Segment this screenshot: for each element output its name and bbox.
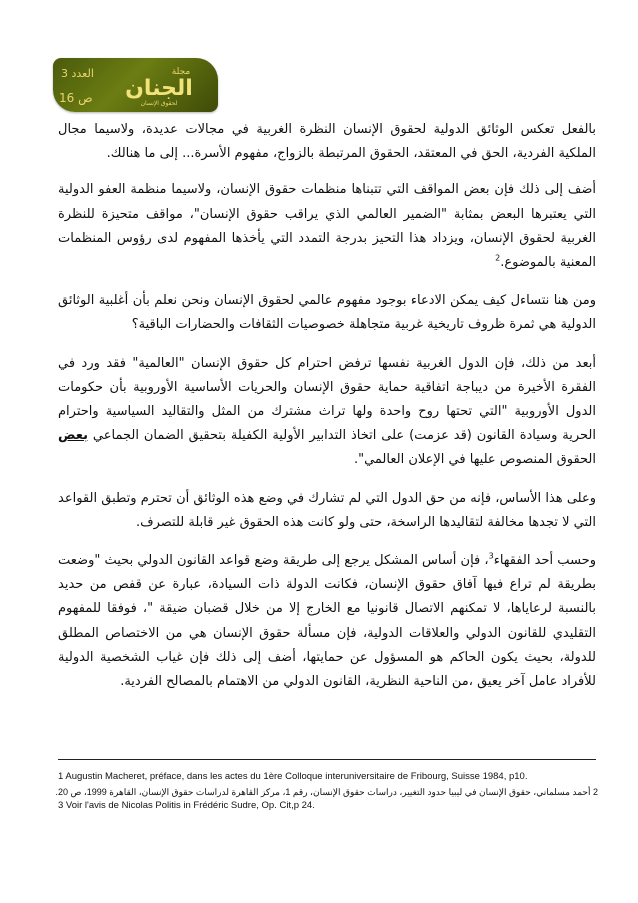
text-line: روح واحدة ولها تراث مشترك من المثل والتقاليد السياسية واحترام الحرية وسيادة القانون (قد عزمت) على اتخاذ: [58, 404, 597, 444]
paragraph-1: [58, 118, 596, 166]
text-fragment: وحسب أحد الفقهاء: [493, 553, 596, 569]
paragraph-3: [58, 289, 596, 337]
text-fragment: التدابير الأولية الكفيلة: [230, 428, 347, 444]
text-line: يعتبرها البعض بمثابة "الضمير العالمي الذي يراقب حقوق الإنسان"، مواقف متحيزة للنظرة الغربية لحقوق: [58, 206, 596, 246]
logo-title: الجنان: [125, 76, 193, 101]
paragraph-4: [58, 352, 596, 473]
paragraph-2: [58, 178, 596, 275]
footnote-ref-2: 2: [495, 253, 501, 263]
page-number: ص 16: [59, 91, 93, 105]
text-fragment: الضمان الجماعي: [92, 428, 184, 444]
footnotes: [55, 770, 598, 814]
text-line: إلى ذلك فإن غياب الشخصية الدولية للأفراد عامل آخر يعيق ،من الناحية النظرية، القانون الدولي من الاهتمام: [58, 649, 596, 690]
text-line: أبعد من ذلك، فإن الدول الغربية نفسها ترفض احترام كل حقوق الإنسان "العالمية" فقد ورد في الفقرة الأخيرة: [58, 355, 596, 395]
text-line: من ديباجة اتفاقية حماية حقوق الإنسان والحريات الأساسية الأوروبية بأن حكومات الدول الأوروبية "التي تحتها: [58, 379, 596, 420]
text-line: أضف إلى ذلك فإن بعض المواقف التي تتبناها منظمات حقوق الإنسان، ولاسيما منظمة العفو الدولية التي: [58, 182, 596, 222]
footnote-ref-3: 3: [488, 551, 494, 561]
text-line: تجدها مخالفة لتقاليدها الراسخة، حتى ولو كانت هذه الحقوق غير قابلة للتصرف.: [135, 514, 558, 530]
text-line: بالفعل تعكس الوثائق الدولية لحقوق الإنسان النظرة الغربية في مجالات عديدة، ولاسيما مجال الملكية الفردية،: [58, 122, 596, 162]
text-line: وعلى هذا الأساس، فإنه من حق الدول التي لم تشارك في وضع هذه الوثائق أن تحترم وتطبق القواعد التي لا: [58, 490, 596, 530]
footnote-2: 2 أحمد مسلماني، حقوق الإنسان في ليبيا حدود التغيير، دراسات حقوق الإنسان، رقم 1، مركز القاهرة لدراسات حقوق الإنسان، القاهرة 1999، ص 20.: [55, 786, 598, 797]
text-line: الحق في المعتقد، الحقوق المرتبطة بالزواج، مفهوم الأسرة... إلى ما هنالك.: [106, 146, 509, 162]
text-fragment: ، فإن أساس المشكل يرجع إلى طريقة وضع قواعد القانون الدولي بحيث "وضعت بطريقة: [58, 553, 596, 593]
text-line: بالمصالح الفردية.: [120, 674, 213, 690]
logo-prefix: مجلة: [171, 67, 191, 77]
journal-badge: [53, 58, 218, 112]
text-line: الإنسان، ويزداد هذا التحيز بدرجة التمدد التي يأخذها المفهوم لدى رؤوس المنظمات المعنية بالموضوع.: [58, 230, 596, 271]
text-line: فإن مسألة حقوق الإنسان هي من الاختصاص المطلق للدولة، بحيث يكون الحاكم هو المسؤول عن حمايتها، أضف: [58, 625, 596, 665]
text-line: لم تراع فيها آفاق حقوق الإنسان، فكانت الدولة ذات السيادة، عبارة عن قفص من حديد بالنسبة لرعاياها، لا تمكنهم: [58, 577, 596, 617]
footnote-1: 1 Augustin Macheret, préface, dans les actes du 1ère Colloque interuniversitaire de Fribourg, Suisse 1984, p10.: [58, 771, 528, 782]
article-body: [58, 118, 596, 708]
text-line: الاتصال قانونيا مع الخارج إلا من خلال قضبان ضيقة "، فوفقا للمفهوم التقليدي للقانون الدولي والعلاقات الدولية،: [58, 601, 597, 641]
text-fragment: بتحقيق: [188, 428, 226, 444]
issue-number: العدد 3: [61, 67, 94, 80]
emphasized-word: بعض: [58, 428, 88, 444]
footnote-divider: [58, 759, 596, 760]
paragraph-5: [58, 487, 596, 535]
text-line: هي ثمرة ظروف تاريخية غربية متجاهلة خصوصيات الثقافات والحضارات الباقية؟: [131, 317, 557, 333]
footnote-3: 3 Voir l'avis de Nicolas Politis in Frédéric Sudre, Op. Cit,p 24.: [58, 800, 315, 811]
text-line: ومن هنا نتساءل كيف يمكن الادعاء بوجود مفهوم عالمي لحقوق الإنسان ونحن نعلم بأن أغلبية الوثائق الدولية: [58, 293, 596, 333]
journal-logo: [103, 62, 213, 108]
paragraph-6: [58, 549, 596, 694]
logo-subtitle: لحقوق الإنسان: [140, 100, 178, 107]
text-fragment: الحقوق المنصوص عليها في الإعلان العالمي".: [353, 452, 596, 468]
